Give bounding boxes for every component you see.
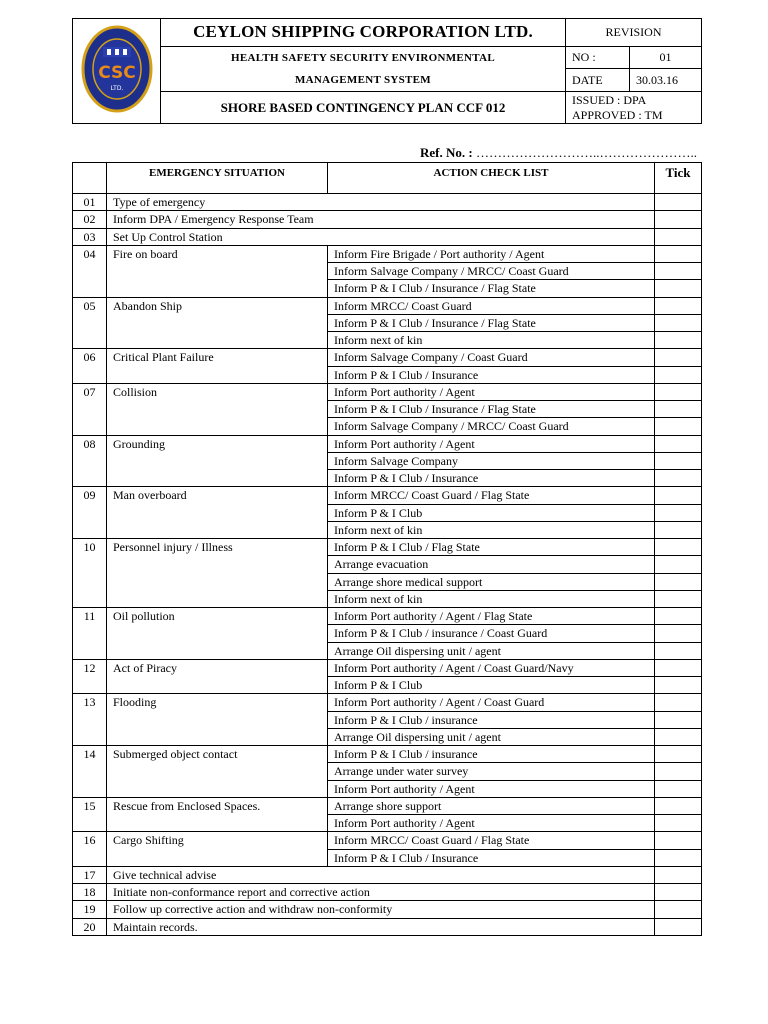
tick-box[interactable] <box>655 211 702 228</box>
tick-box[interactable] <box>655 832 702 849</box>
row-situation: Initiate non-conformance report and corrective action <box>107 884 655 901</box>
table-row <box>73 487 702 504</box>
tick-box[interactable] <box>655 659 702 676</box>
row-situation: Fire on board <box>107 245 328 297</box>
row-action: Inform P & I Club / Insurance / Flag State <box>328 401 655 418</box>
tick-box[interactable] <box>655 452 702 469</box>
tick-box[interactable] <box>655 797 702 814</box>
company-name: CEYLON SHIPPING CORPORATION LTD. <box>161 19 566 47</box>
logo-lettering: CSC <box>97 62 136 83</box>
row-situation: Follow up corrective action and withdraw non-conformity <box>107 901 655 918</box>
row-action: Inform P & I Club / Insurance / Flag State <box>328 280 655 297</box>
row-action: Inform P & I Club / Flag State <box>328 539 655 556</box>
row-action: Inform next of kin <box>328 590 655 607</box>
row-number: 12 <box>73 659 107 694</box>
tick-box[interactable] <box>655 314 702 331</box>
tick-box[interactable] <box>655 901 702 918</box>
row-situation: Flooding <box>107 694 328 746</box>
col-action-header: ACTION CHECK LIST <box>328 163 655 194</box>
row-action: Inform P & I Club / insurance / Coast Guard <box>328 625 655 642</box>
tick-box[interactable] <box>655 694 702 711</box>
issued-approved <box>566 92 702 124</box>
tick-box[interactable] <box>655 349 702 366</box>
tick-box[interactable] <box>655 245 702 262</box>
row-situation: Give technical advise <box>107 866 655 883</box>
tick-box[interactable] <box>655 280 702 297</box>
tick-box[interactable] <box>655 625 702 642</box>
row-situation: Oil pollution <box>107 608 328 660</box>
no-value: 01 <box>630 46 702 69</box>
approved-value: TM <box>644 107 663 122</box>
row-situation: Critical Plant Failure <box>107 349 328 384</box>
row-situation: Collision <box>107 383 328 435</box>
row-number: 15 <box>73 797 107 832</box>
tick-box[interactable] <box>655 401 702 418</box>
row-number: 20 <box>73 918 107 935</box>
row-situation: Cargo Shifting <box>107 832 328 867</box>
tick-box[interactable] <box>655 487 702 504</box>
row-situation: Inform DPA / Emergency Response Team <box>107 211 655 228</box>
row-action: Inform Salvage Company / Coast Guard <box>328 349 655 366</box>
tick-box[interactable] <box>655 677 702 694</box>
tick-box[interactable] <box>655 521 702 538</box>
revision-label: REVISION <box>566 19 702 47</box>
row-situation: Man overboard <box>107 487 328 539</box>
row-situation: Submerged object contact <box>107 746 328 798</box>
row-number: 17 <box>73 866 107 883</box>
row-number: 09 <box>73 487 107 539</box>
issued-label: ISSUED : <box>572 92 621 107</box>
row-situation: Type of emergency <box>107 194 655 211</box>
tick-box[interactable] <box>655 297 702 314</box>
row-action: Inform Port authority / Agent / Coast Guard <box>328 694 655 711</box>
tick-box[interactable] <box>655 590 702 607</box>
tick-box[interactable] <box>655 866 702 883</box>
row-number: 01 <box>73 194 107 211</box>
table-row <box>73 608 702 625</box>
tick-box[interactable] <box>655 763 702 780</box>
system-line-2: MANAGEMENT SYSTEM <box>295 73 431 86</box>
row-action: Inform Salvage Company / MRCC/ Coast Guard <box>328 263 655 280</box>
table-row <box>73 797 702 814</box>
approved-label: APPROVED : <box>572 107 642 122</box>
col-situation-header: EMERGENCY SITUATION <box>107 163 328 194</box>
row-number: 14 <box>73 746 107 798</box>
table-row <box>73 832 702 849</box>
row-action: Arrange Oil dispersing unit / agent <box>328 642 655 659</box>
col-tick-header: Tick <box>655 163 702 194</box>
row-number: 11 <box>73 608 107 660</box>
tick-box[interactable] <box>655 383 702 400</box>
tick-box[interactable] <box>655 194 702 211</box>
row-action: Inform P & I Club / Insurance <box>328 366 655 383</box>
management-system-title <box>161 46 566 92</box>
row-number: 03 <box>73 228 107 245</box>
ref-label: Ref. No. : <box>420 145 473 160</box>
row-action: Arrange under water survey <box>328 763 655 780</box>
tick-box[interactable] <box>655 573 702 590</box>
row-action: Arrange evacuation <box>328 556 655 573</box>
tick-box[interactable] <box>655 642 702 659</box>
row-situation: Maintain records. <box>107 918 655 935</box>
table-row <box>73 245 702 262</box>
row-action: Arrange shore medical support <box>328 573 655 590</box>
table-row <box>73 349 702 366</box>
company-logo-cell <box>73 19 161 124</box>
row-action: Inform Port authority / Agent / Coast Guard/Navy <box>328 659 655 676</box>
tick-box[interactable] <box>655 746 702 763</box>
tick-box[interactable] <box>655 435 702 452</box>
row-number: 08 <box>73 435 107 487</box>
row-action: Inform P & I Club <box>328 504 655 521</box>
tick-box[interactable] <box>655 470 702 487</box>
tick-box[interactable] <box>655 815 702 832</box>
table-row <box>73 918 702 935</box>
table-row <box>73 746 702 763</box>
row-action: Arrange shore support <box>328 797 655 814</box>
row-situation: Abandon Ship <box>107 297 328 349</box>
tick-box[interactable] <box>655 366 702 383</box>
tick-box[interactable] <box>655 849 702 866</box>
tick-box[interactable] <box>655 918 702 935</box>
reference-number <box>420 145 697 161</box>
row-action: Inform next of kin <box>328 521 655 538</box>
system-line-1: HEALTH SAFETY SECURITY ENVIRONMENTAL <box>231 51 495 64</box>
row-number: 18 <box>73 884 107 901</box>
row-action: Inform MRCC/ Coast Guard <box>328 297 655 314</box>
table-row <box>73 694 702 711</box>
row-action: Inform MRCC/ Coast Guard / Flag State <box>328 487 655 504</box>
table-row <box>73 901 702 918</box>
row-action: Inform Port authority / Agent <box>328 815 655 832</box>
action-checklist-table <box>72 162 702 936</box>
row-number: 07 <box>73 383 107 435</box>
issued-value: DPA <box>623 92 647 107</box>
row-action: Inform Salvage Company / MRCC/ Coast Guard <box>328 418 655 435</box>
row-number: 19 <box>73 901 107 918</box>
row-action: Inform P & I Club / insurance <box>328 746 655 763</box>
row-number: 02 <box>73 211 107 228</box>
tick-box[interactable] <box>655 884 702 901</box>
table-row <box>73 435 702 452</box>
row-action: Inform Fire Brigade / Port authority / Agent <box>328 245 655 262</box>
tick-box[interactable] <box>655 228 702 245</box>
table-row <box>73 884 702 901</box>
row-action: Inform P & I Club / Insurance <box>328 470 655 487</box>
table-row <box>73 194 702 211</box>
row-action: Arrange Oil dispersing unit / agent <box>328 728 655 745</box>
tick-box[interactable] <box>655 556 702 573</box>
row-situation: Grounding <box>107 435 328 487</box>
row-action: Inform Port authority / Agent <box>328 383 655 400</box>
plan-title: SHORE BASED CONTINGENCY PLAN CCF 012 <box>161 92 566 124</box>
tick-box[interactable] <box>655 504 702 521</box>
tick-box[interactable] <box>655 728 702 745</box>
table-row <box>73 539 702 556</box>
tick-box[interactable] <box>655 332 702 349</box>
row-action: Inform MRCC/ Coast Guard / Flag State <box>328 832 655 849</box>
tick-box[interactable] <box>655 711 702 728</box>
company-logo <box>81 23 153 115</box>
row-action: Inform Port authority / Agent / Flag State <box>328 608 655 625</box>
row-situation: Rescue from Enclosed Spaces. <box>107 797 328 832</box>
tick-box[interactable] <box>655 263 702 280</box>
table-row <box>73 211 702 228</box>
row-action: Inform Port authority / Agent <box>328 780 655 797</box>
tick-box[interactable] <box>655 608 702 625</box>
table-row <box>73 866 702 883</box>
row-number: 06 <box>73 349 107 384</box>
table-row <box>73 228 702 245</box>
document-header <box>72 18 702 124</box>
tick-box[interactable] <box>655 539 702 556</box>
tick-box[interactable] <box>655 418 702 435</box>
row-action: Inform P & I Club <box>328 677 655 694</box>
row-situation: Personnel injury / Illness <box>107 539 328 608</box>
table-row <box>73 383 702 400</box>
row-action: Inform Port authority / Agent <box>328 435 655 452</box>
ref-dots: ………………………..………………….. <box>475 145 697 160</box>
row-situation: Set Up Control Station <box>107 228 655 245</box>
logo-ltd: LTD. <box>110 84 123 92</box>
row-number: 16 <box>73 832 107 867</box>
date-value: 30.03.16 <box>630 69 702 92</box>
table-row <box>73 659 702 676</box>
row-action: Inform Salvage Company <box>328 452 655 469</box>
row-action: Inform P & I Club / Insurance <box>328 849 655 866</box>
row-action: Inform next of kin <box>328 332 655 349</box>
row-number: 10 <box>73 539 107 608</box>
row-action: Inform P & I Club / insurance <box>328 711 655 728</box>
table-row <box>73 297 702 314</box>
row-number: 13 <box>73 694 107 746</box>
date-label: DATE <box>566 69 630 92</box>
col-no-header <box>73 163 107 194</box>
tick-box[interactable] <box>655 780 702 797</box>
row-number: 04 <box>73 245 107 297</box>
no-label: NO : <box>566 46 630 69</box>
row-situation: Act of Piracy <box>107 659 328 694</box>
row-action: Inform P & I Club / Insurance / Flag State <box>328 314 655 331</box>
row-number: 05 <box>73 297 107 349</box>
table-header-row <box>73 163 702 194</box>
